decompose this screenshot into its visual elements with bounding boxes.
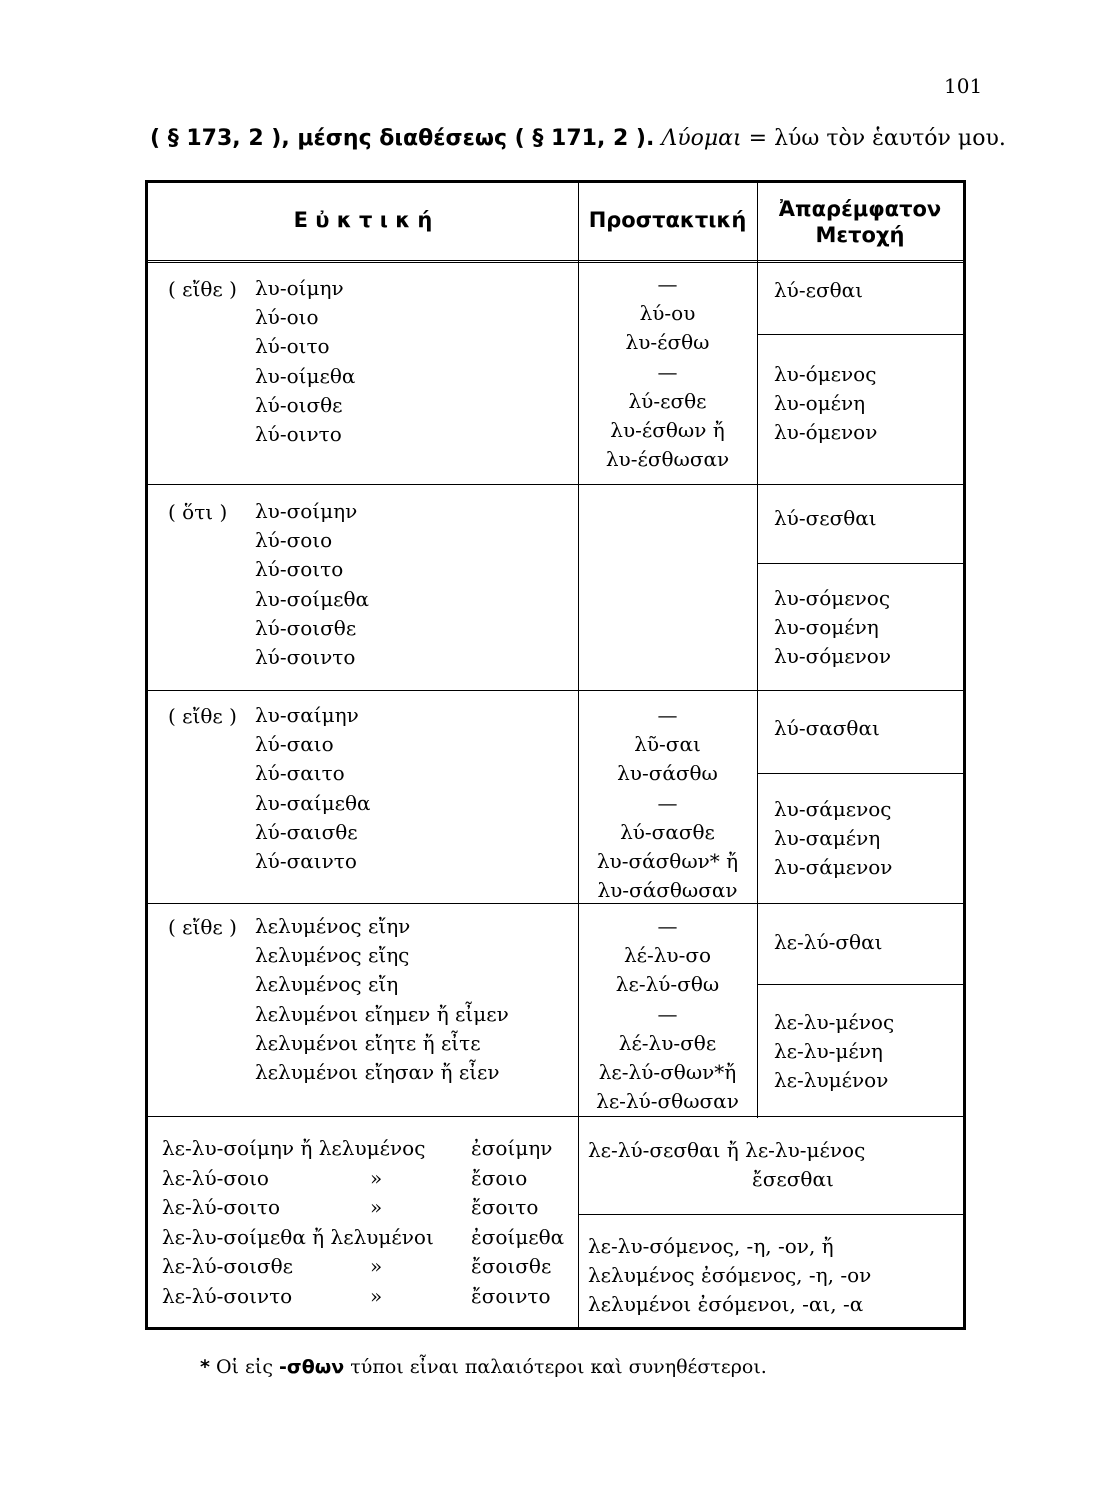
form: λύ-οιο xyxy=(255,305,319,330)
form: ἔσοιτο xyxy=(471,1195,539,1219)
rule-block1 xyxy=(148,484,963,485)
form: λύ-σαισθε xyxy=(255,819,358,844)
form: λελυμένοι εἴητε ἤ εἶτε xyxy=(255,1030,481,1055)
table-row xyxy=(162,1282,564,1312)
form: λελυμένοι εἴησαν ἤ εἶεν xyxy=(255,1059,500,1084)
form: — xyxy=(657,703,678,727)
form: λυ-σαίμην xyxy=(255,703,359,727)
rule-block3 xyxy=(148,903,963,904)
mood-label: ( εἴθε ) xyxy=(168,915,237,939)
infinitive: λύ-σεσθαι xyxy=(774,506,877,530)
header-rule xyxy=(148,260,963,263)
form: λυ-σάσθων* ἤ xyxy=(596,848,739,873)
form: λυ-σόμενον xyxy=(774,644,892,669)
footnote xyxy=(200,1356,767,1378)
footnote-pre: Οἱ εἰς xyxy=(215,1356,273,1378)
form: λύ-σασθε xyxy=(620,819,715,844)
form: λύ-σοιντο xyxy=(255,644,356,669)
form: λύ-οισθε xyxy=(255,392,343,417)
form: λε-λυ-σοίμην ἤ λελυμένος xyxy=(162,1136,426,1160)
mood-label: ( εἴθε ) xyxy=(168,277,237,301)
form: λυ-οίμεθα xyxy=(255,363,356,388)
form: λύ-σαιτο xyxy=(255,761,345,786)
participle-column xyxy=(774,1008,894,1096)
form: λυ-όμενον xyxy=(774,420,878,445)
form: λυ-σοίμην xyxy=(255,499,358,523)
form: λε-λυ-σόμενος, -η, -ον, ἤ xyxy=(588,1234,834,1258)
header-optative: Ε ὐ κ τ ι κ ή xyxy=(293,208,433,232)
form: λύ-οιντο xyxy=(255,421,342,446)
footnote-post: τύποι εἶναι παλαιότεροι καὶ συνηθέστεροι. xyxy=(350,1356,767,1378)
form: λε-λυ-σοίμεθα ἤ λελυμένοι xyxy=(162,1224,434,1249)
participle-column xyxy=(774,795,892,883)
ditto-mark: » xyxy=(370,1254,383,1278)
imperative-column xyxy=(578,912,757,1116)
form: λυ-όμενος xyxy=(774,362,877,386)
form: λε-λυμένον xyxy=(774,1068,889,1093)
rule-future-inf xyxy=(578,1214,963,1215)
form: λυ-σάμενος xyxy=(774,797,892,821)
heading-italic: Λύομαι xyxy=(661,126,742,151)
form: λε-λύ-σοιτο xyxy=(162,1195,281,1219)
table-row xyxy=(162,1223,564,1253)
form: λυ-ομένη xyxy=(774,391,866,416)
form: λυ-σαμένη xyxy=(774,826,881,851)
table-row xyxy=(162,1193,564,1223)
form: λελυμένος εἴην xyxy=(255,914,411,938)
form: λυ-σόμενος xyxy=(774,586,891,610)
form: — xyxy=(657,1001,678,1026)
table-row xyxy=(162,1134,564,1164)
form: ἐσοίμεθα xyxy=(471,1224,565,1249)
form: λυ-σάμενον xyxy=(774,855,893,880)
form: λυ-σάσθωσαν xyxy=(597,878,738,903)
form: λυ-σάσθω xyxy=(617,761,718,786)
form: λε-λύ-σθωσαν xyxy=(596,1089,739,1114)
form: — xyxy=(657,914,678,938)
form: λυ-έσθων ἤ xyxy=(610,417,725,442)
form: λελυμένος ἐσόμενος, -η, -ον xyxy=(588,1263,872,1288)
mood-label: ( εἴθε ) xyxy=(168,704,237,728)
form: λύ-σοισθε xyxy=(255,615,357,640)
rule-b4-inf xyxy=(757,984,963,985)
form: λε-λύ-σθω xyxy=(615,972,720,997)
form: λυ-σοίμεθα xyxy=(255,586,370,611)
header-imperative: Προστακτική xyxy=(588,208,747,232)
header-infinitive: Ἀπαρέμφατον xyxy=(778,197,942,221)
form: λέ-λυ-σο xyxy=(623,943,712,968)
form: λύ-εσθε xyxy=(628,388,707,413)
form: λελυμένοι εἴημεν ἤ εἶμεν xyxy=(255,1001,509,1026)
form: λε-λύ-σοιντο xyxy=(162,1283,293,1308)
header-infinitive-participle xyxy=(757,196,963,248)
ditto-mark: » xyxy=(370,1195,383,1219)
form: λελυμένος εἴης xyxy=(255,943,410,968)
mood-label: ( ὅτι ) xyxy=(168,500,228,524)
form: λε-λυ-μένη xyxy=(774,1039,883,1064)
form: λυ-έσθωσαν xyxy=(605,447,730,472)
form: λύ-σοιο xyxy=(255,528,333,553)
page-heading xyxy=(150,126,1006,151)
form: λύ-σαιο xyxy=(255,732,334,757)
imperative-column xyxy=(578,701,757,905)
page-number: 101 xyxy=(944,74,983,98)
form: λυ-έσθω xyxy=(625,330,710,355)
form: ἔσοιο xyxy=(471,1165,528,1190)
form: — xyxy=(657,272,678,296)
form: λε-λύ-σοισθε xyxy=(162,1254,293,1278)
table-row xyxy=(162,1164,564,1194)
form: λῦ-σαι xyxy=(634,732,701,757)
form: λυ-σαίμεθα xyxy=(255,790,371,815)
rule-b3-inf xyxy=(757,773,963,774)
form: λε-λύ-σθων*ἤ xyxy=(598,1059,737,1084)
participle-column xyxy=(774,584,891,672)
participle-column xyxy=(774,360,877,448)
heading-suffix: = λύω τὸν ἑαυτόν μου. xyxy=(748,126,1006,151)
form: λυ-οίμην xyxy=(255,276,344,300)
infinitive: λύ-σασθαι xyxy=(774,716,880,740)
footnote-bold: -σθων xyxy=(279,1356,345,1378)
form: λελυμένοι ἐσόμενοι, -αι, -α xyxy=(588,1292,864,1317)
header-participle: Μετοχή xyxy=(815,223,905,247)
optative-column xyxy=(255,497,369,672)
divider-imp-inf xyxy=(757,183,758,1118)
infinitive: λε-λύ-σθαι xyxy=(774,930,883,954)
divider-future xyxy=(578,1128,579,1328)
table-row xyxy=(162,1252,564,1282)
future-perfect-infinitive xyxy=(588,1136,865,1194)
footnote-marker: * xyxy=(200,1356,210,1378)
form: λύ-σαιντο xyxy=(255,848,357,873)
form: λελυμένος εἴη xyxy=(255,972,399,997)
infinitive: λύ-εσθαι xyxy=(774,278,863,302)
form: λύ-σοιτο xyxy=(255,557,344,582)
rule-b1-inf xyxy=(757,334,963,335)
form: ἔσοιντο xyxy=(471,1283,551,1308)
form: — xyxy=(657,790,678,815)
optative-column xyxy=(255,912,509,1087)
heading-prefix: ( § 173, 2 ), μέσης διαθέσεως ( § 171, 2 ). xyxy=(150,126,655,151)
form: λε-λυ-μένος xyxy=(774,1010,895,1034)
rule-b2-inf xyxy=(757,563,963,564)
ditto-mark: » xyxy=(370,1283,383,1308)
optative-column xyxy=(255,274,355,449)
future-perfect-optative xyxy=(162,1134,564,1311)
form: λύ-οιτο xyxy=(255,334,330,359)
future-perfect-participle xyxy=(588,1232,871,1320)
form: ἔσοισθε xyxy=(471,1254,552,1278)
form: λε-λύ-σοιο xyxy=(162,1165,269,1190)
form: λε-λύ-σεσθαι ἤ λε-λυ-μένος xyxy=(588,1138,866,1162)
form: λέ-λυ-σθε xyxy=(618,1030,717,1055)
form: λύ-ου xyxy=(639,301,696,326)
form: λυ-σομένη xyxy=(774,615,879,640)
optative-column xyxy=(255,701,371,876)
rule-block4 xyxy=(148,1116,963,1117)
form: ἔσεσθαι xyxy=(752,1167,834,1192)
form: ἐσοίμην xyxy=(471,1136,553,1160)
form: — xyxy=(657,359,678,384)
ditto-mark: » xyxy=(370,1165,383,1190)
rule-block2 xyxy=(148,690,963,691)
imperative-column xyxy=(578,270,757,474)
